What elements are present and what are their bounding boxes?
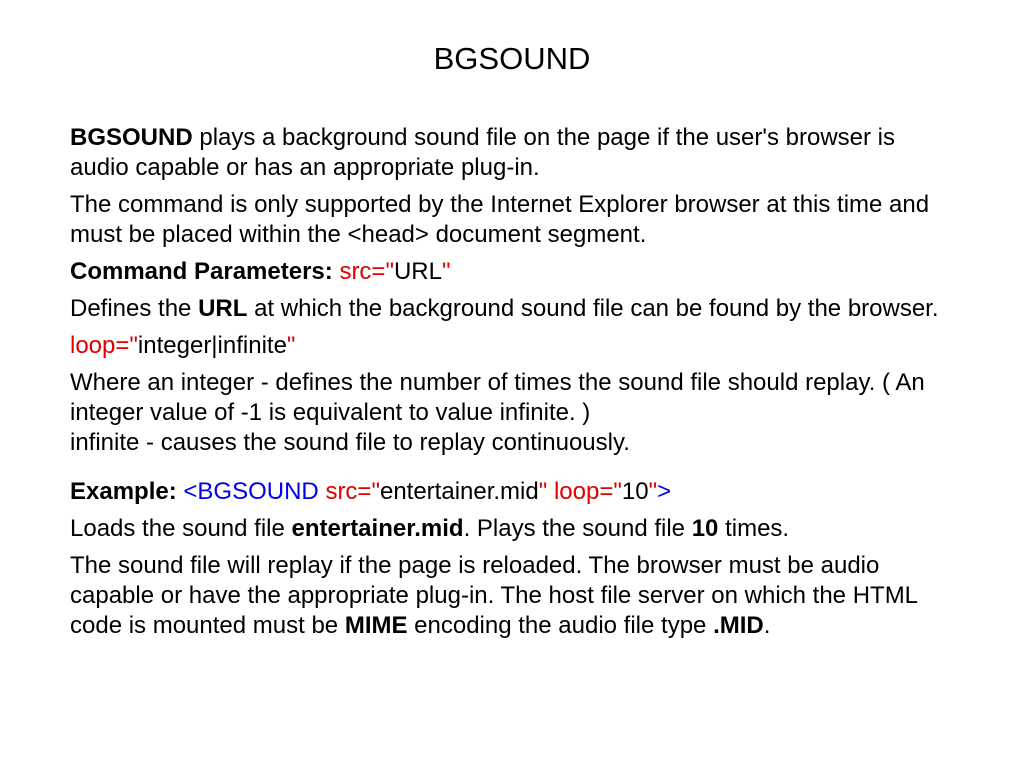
loop-param-line xyxy=(70,331,950,361)
example-src-close: " xyxy=(538,478,548,505)
page-title: BGSOUND xyxy=(433,41,591,76)
url-term: URL xyxy=(198,295,248,322)
loop-def-integer: Where an integer - defines the number of times the sound file should replay. ( An integer value of -1 is equivalent to value infinite. ) xyxy=(70,369,925,426)
loads-count: 10 xyxy=(691,515,719,542)
loop-attribute: loop=" xyxy=(70,332,138,359)
src-value: URL xyxy=(393,258,442,285)
loop-def-infinite: infinite - causes the sound file to replay continuously. xyxy=(70,429,630,456)
params-heading-line xyxy=(70,257,950,287)
loads-file: entertainer.mid xyxy=(291,515,464,542)
url-def-before: Defines the xyxy=(70,295,199,322)
replay-before: The sound file will replay if the page is reloaded. The browser must be audio capable or have the appropriate plug-in. The host file server on which the HTML code is mounted must be xyxy=(70,552,918,639)
example-tag-close: > xyxy=(657,478,672,505)
src-close-quote: " xyxy=(441,258,451,285)
replay-middle: encoding the audio file type xyxy=(407,612,714,639)
example-label: Example: xyxy=(70,478,177,505)
replay-paragraph xyxy=(70,551,950,641)
src-attribute: src=" xyxy=(339,258,394,285)
loop-definition xyxy=(70,368,950,458)
loads-before: Loads the sound file xyxy=(70,515,292,542)
intro-paragraph xyxy=(70,123,950,183)
intro-text: plays a background sound file on the page if the user's browser is audio capable or has an appropriate plug-in. xyxy=(70,124,895,181)
bgsound-term: BGSOUND xyxy=(70,124,193,151)
url-def-after: at which the background sound file can be found by the browser. xyxy=(247,295,939,322)
url-definition xyxy=(70,294,950,324)
replay-after: . xyxy=(763,612,771,639)
example-loop-value: 10 xyxy=(621,478,649,505)
slide-body xyxy=(70,123,950,648)
example-loop-attr: loop=" xyxy=(553,478,622,505)
example-src-attr: src=" xyxy=(325,478,380,505)
loads-middle: . Plays the sound file xyxy=(463,515,692,542)
loads-paragraph xyxy=(70,514,950,544)
loads-after: times. xyxy=(718,515,790,542)
example-line xyxy=(70,477,950,507)
example-loop-close: " xyxy=(648,478,658,505)
loop-close-quote: " xyxy=(286,332,296,359)
example-src-value: entertainer.mid xyxy=(379,478,539,505)
mime-term: MIME xyxy=(344,612,408,639)
loop-value: integer|infinite xyxy=(137,332,287,359)
support-paragraph: The command is only supported by the Internet Explorer browser at this time and must be placed within the <head> document segment. xyxy=(70,191,930,248)
example-tag-open: <BGSOUND xyxy=(183,478,319,505)
mid-extension: .MID xyxy=(713,612,764,639)
params-heading: Command Parameters: xyxy=(70,258,333,285)
